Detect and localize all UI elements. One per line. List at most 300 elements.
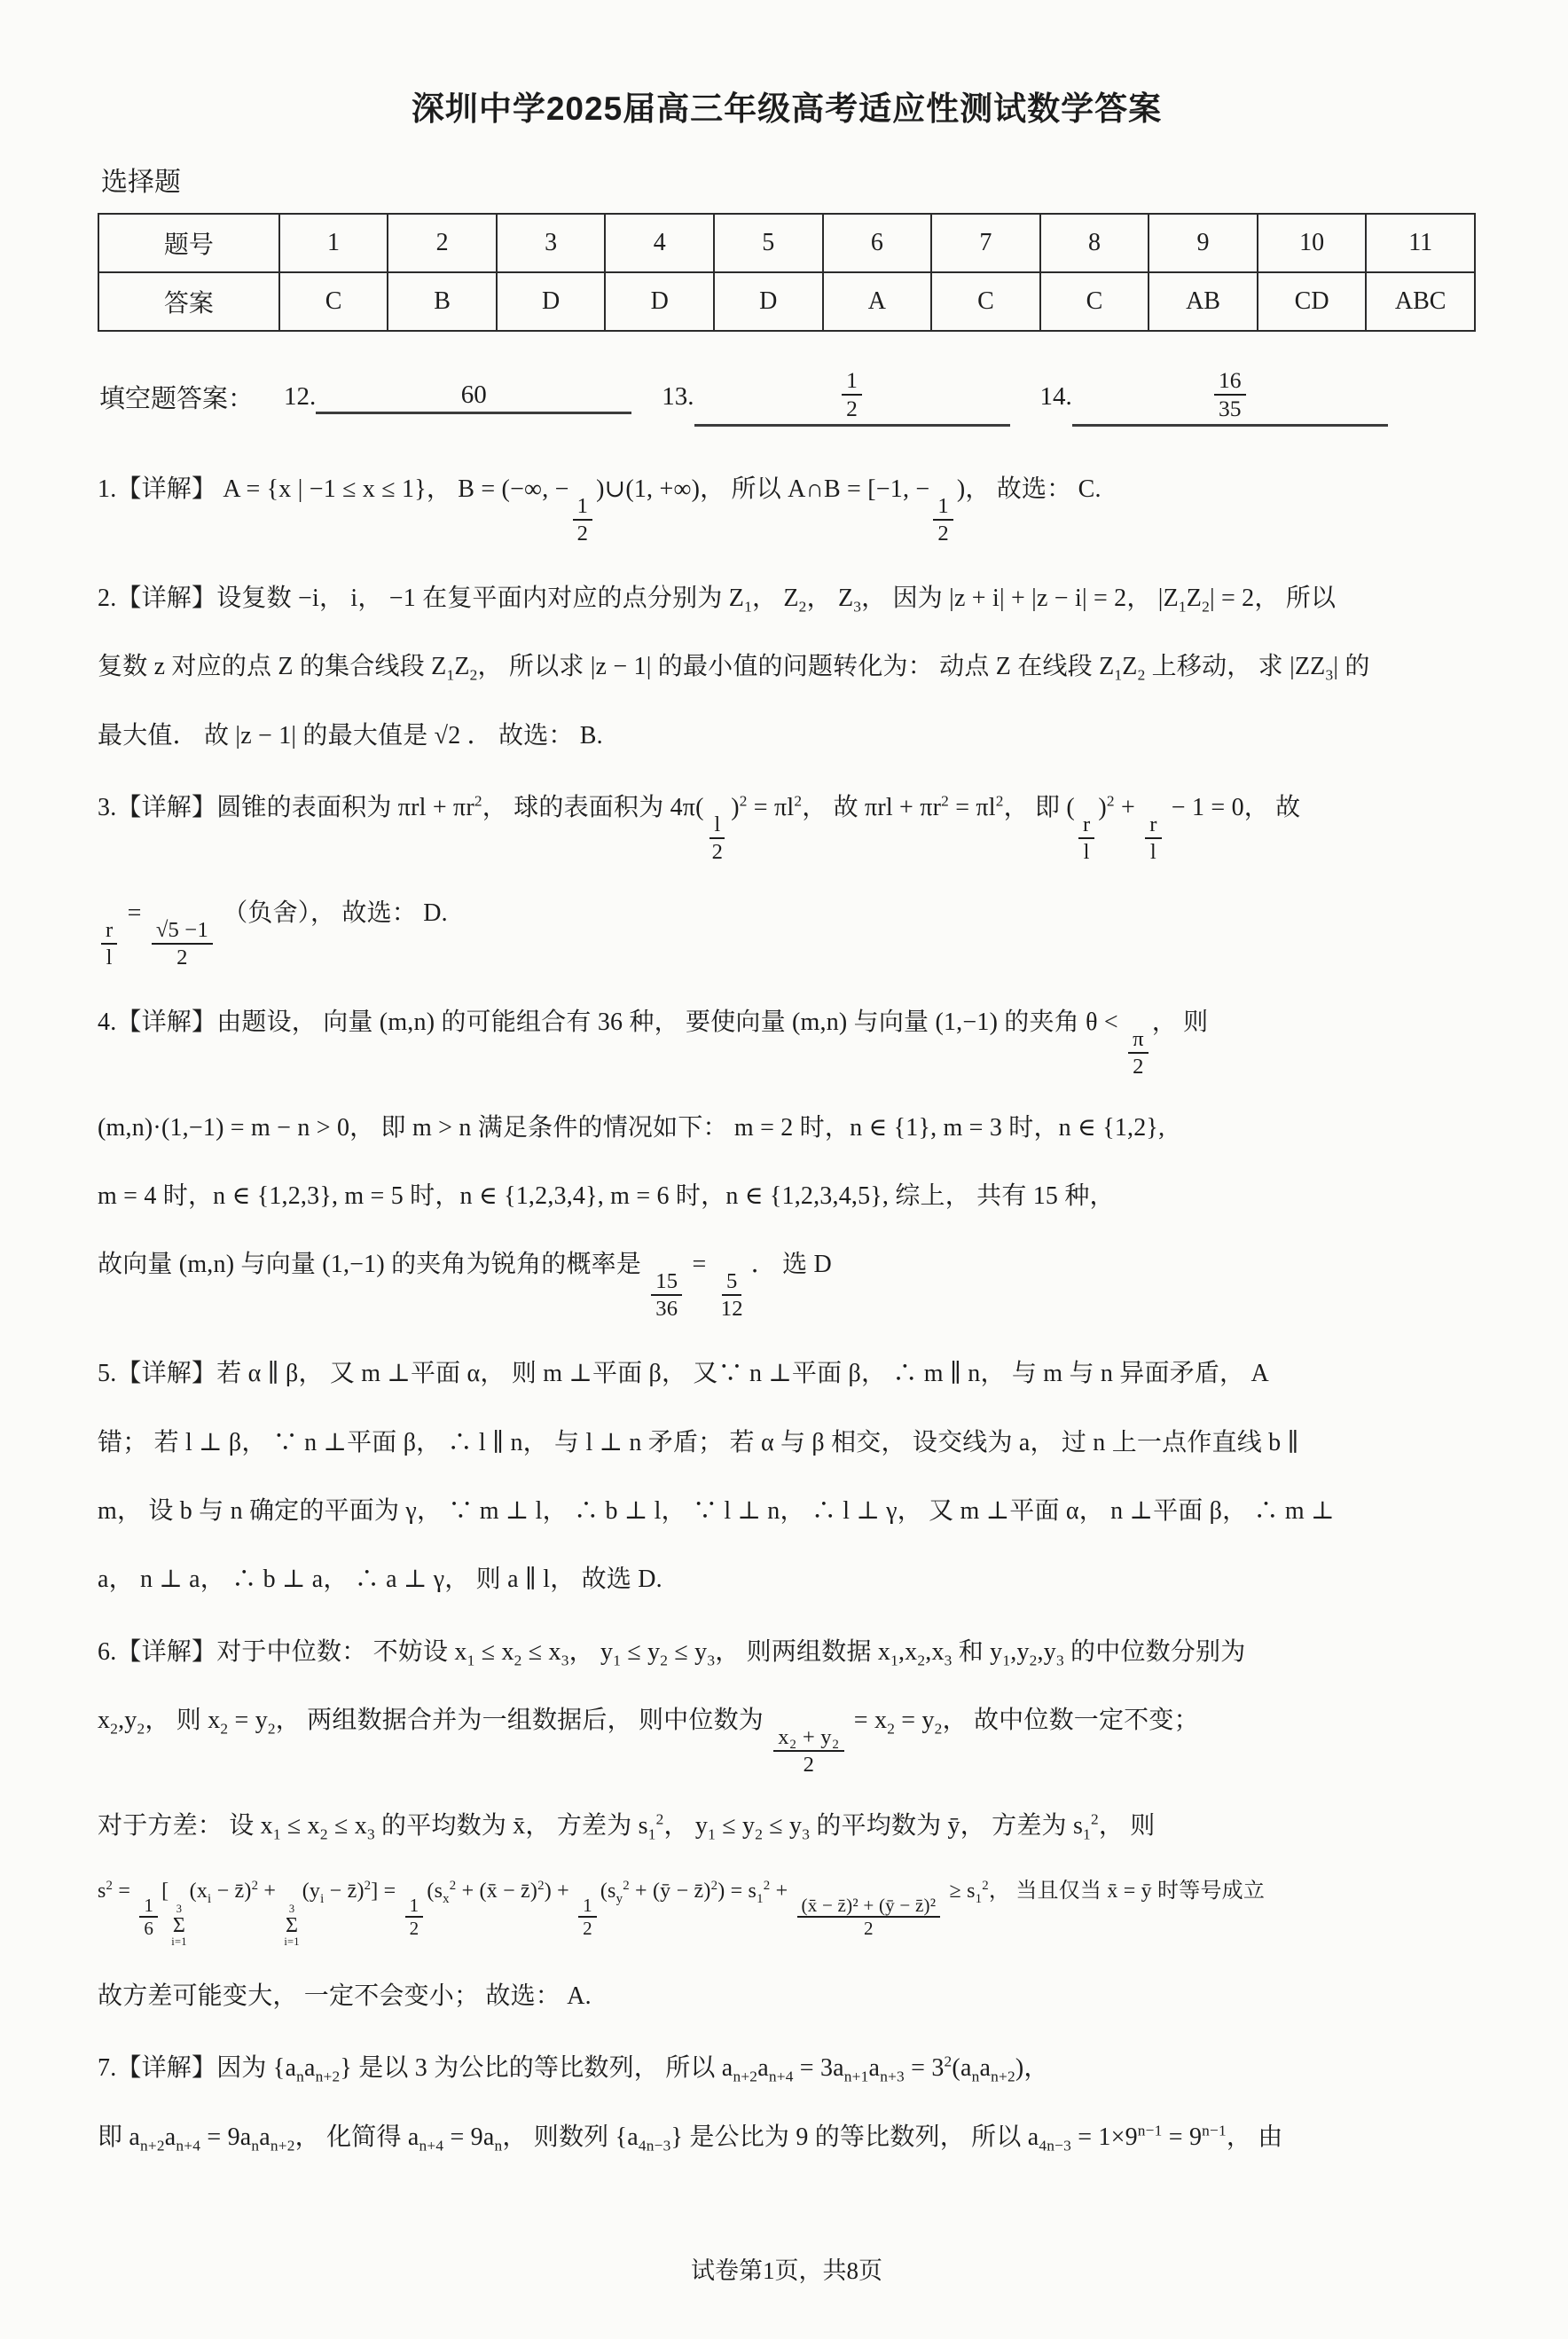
math-text: (m,n)·(1,−1) = m − n > 0， 即 m > n 满足条件的情况如下： m = 2 时，n ∈ {1}, m = 3 时，n ∈ {1,2}, — [98, 1113, 1165, 1142]
superscript: 2 — [763, 1879, 771, 1894]
fraction-denominator: 2 — [803, 1752, 815, 1777]
fraction-numerator: √5 −1 — [152, 917, 213, 945]
fraction-denominator: l — [1083, 839, 1090, 864]
solutions-list — [98, 469, 1476, 2189]
subscript: n+2 — [140, 2137, 165, 2155]
answer-header: 答案 — [98, 272, 279, 331]
math-text: − 1 = 0， 故 — [1164, 794, 1301, 822]
math-text: = — [113, 1880, 137, 1903]
math-text: ≤ $x_2$ — [280, 1811, 328, 1843]
fraction-denominator: 2 — [711, 839, 724, 864]
subscript: 2 — [220, 1720, 229, 1738]
superscript: 2 — [1106, 792, 1115, 810]
question-number-cell: 7 — [931, 214, 1040, 272]
math-text: )∪(1, +∞)， 所以 A∩B = [−1, − — [596, 475, 930, 504]
subscript: n+1 — [843, 2068, 869, 2085]
fraction — [1145, 812, 1161, 865]
fraction-denominator: l — [106, 945, 113, 969]
solution-line — [98, 1176, 1476, 1216]
fraction-numerator: l — [710, 812, 725, 839]
subscript: 2 — [887, 1720, 896, 1738]
answer-row — [98, 272, 1475, 331]
subscript: 1 — [1083, 1825, 1091, 1843]
fraction — [405, 1895, 424, 1941]
fill-blank-item — [1040, 367, 1388, 427]
solution-line — [98, 1559, 1476, 1599]
math-text: 5.【详解】若 α ∥ β， 又 m ⊥平面 α， 则 m ⊥平面 β， 又∵ n ⊥平面 β， ∴ m ∥ n， 与 m 与 n 异面矛盾， A — [98, 1360, 1269, 1388]
math-text: m， 设 b 与 n 确定的平面为 γ， ∵ m ⊥ l， ∴ b ⊥ l， ∵ l ⊥ n， ∴ l ⊥ γ， 又 m ⊥平面 α， n ⊥平面 β， ∴ m ⊥ — [98, 1497, 1335, 1525]
math-text: = $9^{n-1}$ — [1162, 2122, 1227, 2151]
superscript: n−1 — [1202, 2122, 1227, 2139]
math-text: 故向量 (m,n) 与向量 (1,−1) 的夹角为锐角的概率是 — [98, 1251, 648, 1279]
math-text: $,x_2$ — [898, 1637, 926, 1669]
math-text: = $y_2$ — [228, 1707, 276, 1738]
superscript: 2 — [449, 1879, 457, 1894]
subscript: 1 — [708, 1825, 717, 1843]
subscript: 2 — [319, 1825, 328, 1843]
math-text: ($x_i$ — [189, 1880, 212, 1907]
subscript: i — [320, 1892, 325, 1907]
answer-cell: A — [823, 272, 932, 331]
math-text: ($s_y^2$ — [600, 1879, 630, 1907]
math-text: = $1\times 9^{n-1}$ — [1071, 2122, 1163, 2151]
math-text: ≤ $y_3$ — [763, 1811, 811, 1843]
question-number-row — [98, 214, 1475, 272]
subscript: 3 — [1055, 1652, 1064, 1669]
question-number-header: 题号 — [98, 214, 279, 272]
fill-in-blank-label: 填空题答案： — [99, 385, 255, 414]
fraction-denominator: 2 — [937, 521, 949, 546]
math-text: ， 因为 |z + i| + |z − i| = 2， $|Z_1$ — [861, 585, 1187, 616]
math-text: )$^2$ — [1098, 792, 1115, 822]
fraction — [708, 812, 728, 865]
subscript: n+3 — [880, 2068, 905, 2085]
superscript: 2 — [623, 1879, 630, 1894]
math-text: ， 所以求 |z − 1| 的最小值的问题转化为： 动点 Z 在线段 $Z_1$ — [477, 653, 1123, 684]
fraction — [578, 1895, 597, 1941]
math-text: ， 则 — [1151, 1008, 1209, 1036]
subscript: n — [494, 2137, 503, 2155]
subscript: 1 — [890, 1652, 898, 1669]
math-text: ($y_i$ — [302, 1880, 325, 1907]
solution-line — [98, 1354, 1476, 1393]
math-text: ， — [806, 585, 838, 613]
math-text: ， $y_1$ — [568, 1637, 622, 1669]
superscript: 2 — [794, 792, 803, 810]
superscript: 2 — [106, 1879, 114, 1894]
fraction-numerator: 16 — [1214, 367, 1246, 396]
math-text: $a_{n+2}$ — [303, 2054, 341, 2085]
solution-line — [98, 788, 1476, 865]
solution-line — [98, 2048, 1476, 2088]
math-text: + (ȳ − z̄)$^2$ — [629, 1879, 718, 1903]
superscript: 2 — [995, 792, 1004, 810]
sigma-symbol: Σ — [285, 1913, 299, 1937]
solution-line — [98, 1002, 1476, 1079]
solution-line — [98, 1244, 1476, 1322]
sum-lower-limit: i=1 — [284, 1935, 300, 1949]
subscript: 2 — [137, 1720, 145, 1738]
fraction — [139, 1895, 158, 1941]
answer-cell: D — [714, 272, 823, 331]
question-number-cell: 2 — [388, 214, 497, 272]
math-text: 1.【详解】 A = {x | −1 ≤ x ≤ 1}， B = (−∞, − — [98, 475, 569, 504]
math-text: 复数 z 对应的点 Z 的集合线段 $Z_1$ — [98, 653, 455, 684]
fill-blank-item — [662, 367, 1009, 427]
fraction-denominator: 2 — [576, 521, 589, 546]
fraction — [152, 917, 213, 970]
math-text: = $y_2$ — [895, 1707, 943, 1738]
math-text: ) = $s_1^2$ — [717, 1879, 771, 1907]
math-text: } 是以 3 为公比的等比数列， 所以 $a_{n+2}$ — [340, 2054, 758, 2085]
subscript: 1 — [446, 667, 455, 684]
solution-4 — [98, 1002, 1476, 1322]
superscript: 2 — [251, 1879, 259, 1894]
math-text: ， $y_1$ — [663, 1811, 717, 1843]
sum-upper-limit: 3 — [176, 1903, 183, 1916]
subscript: 1 — [975, 1892, 983, 1907]
subscript: 2 — [934, 1720, 943, 1738]
math-text: ≤ $y_3$ — [668, 1637, 716, 1669]
subscript: 1 — [1002, 1652, 1011, 1669]
math-text: [ — [161, 1880, 169, 1903]
subscript: 2 — [1029, 1652, 1038, 1669]
solution-line — [98, 893, 1476, 970]
math-text: $a_{n+2}$ — [979, 2054, 1015, 2085]
fraction-numerator: 1 — [573, 493, 593, 521]
subscript: 1 — [272, 1825, 281, 1843]
math-text: + — [258, 1880, 282, 1903]
subscript: 1 — [466, 1652, 475, 1669]
fraction-numerator: 1 — [578, 1895, 597, 1919]
subscript: x — [443, 1892, 450, 1907]
superscript: 2 — [474, 792, 482, 810]
answer-cell: CD — [1258, 272, 1367, 331]
math-text: $s^2$ — [98, 1879, 114, 1903]
solution-3 — [98, 788, 1476, 970]
solution-2 — [98, 578, 1476, 756]
math-text: ， 化简得 $a_{n+4}$ — [294, 2123, 444, 2155]
math-text: $a_{n+4}$ — [757, 2054, 794, 2085]
question-number-cell: 10 — [1258, 214, 1367, 272]
fill-blank-answer — [1072, 367, 1388, 427]
math-text: ) + — [544, 1880, 576, 1903]
math-text: $a_{n+3}$ — [868, 2054, 905, 2085]
solution-5 — [98, 1354, 1476, 1599]
fraction-numerator: 1 — [933, 493, 953, 521]
math-text: $,y_3$ — [1037, 1637, 1064, 1669]
solution-7 — [98, 2048, 1476, 2157]
question-number-cell: 4 — [605, 214, 714, 272]
question-number-cell: 1 — [279, 214, 388, 272]
fill-blank-number: 12. — [284, 382, 317, 412]
subscript: 3 — [561, 1652, 569, 1669]
subscript: n — [296, 2068, 304, 2085]
subscript: 2 — [755, 1825, 764, 1843]
subscript: n+2 — [733, 2068, 758, 2085]
fraction-denominator: 6 — [144, 1918, 154, 1940]
math-text: 即 $a_{n+2}$ — [98, 2123, 165, 2155]
fraction — [717, 1268, 748, 1322]
math-text: + (x̄ − z̄)$^2$ — [456, 1879, 545, 1903]
math-text: = $x_2$ — [847, 1707, 896, 1738]
fraction-denominator: l — [1149, 839, 1156, 864]
math-text: ， 由 — [1226, 2123, 1283, 2151]
answer-cell: D — [605, 272, 714, 331]
math-text: 的平均数为 ȳ， 方差为 $s_1^2$ — [810, 1810, 1099, 1843]
math-text: | 的 — [1333, 653, 1370, 681]
math-text: 错； 若 l ⊥ β， ∵ n ⊥平面 β， ∴ l ∥ n， 与 l ⊥ n 矛盾； 若 α 与 β 相交， 设交线为 a， 过 n 上一点作直线 b ∥ — [98, 1428, 1299, 1456]
fraction-numerator: 1 — [842, 367, 862, 396]
subscript: 2 — [1137, 667, 1146, 684]
subscript: 2 — [798, 598, 807, 616]
fraction-numerator: π — [1128, 1026, 1149, 1054]
solution-6 — [98, 1632, 1476, 2017]
fraction-numerator: (x̄ − z̄)² + (ȳ − z̄)² — [797, 1895, 941, 1919]
math-text: ， 则 — [1098, 1811, 1156, 1840]
math-text: $Z_2$ — [1122, 653, 1146, 684]
subscript: 3 — [853, 598, 862, 616]
math-text: m = 4 时，n ∈ {1,2,3}, m = 5 时，n ∈ {1,2,3,4}, m = 6 时，n ∈ {1,2,3,4,5}, 综上， 共有 15 种， — [98, 1182, 1115, 1211]
math-text: )$^2$ — [731, 792, 748, 822]
fraction-numerator: 15 — [651, 1268, 682, 1296]
math-text: $,y_2$ — [1010, 1637, 1038, 1669]
sum-with-limits — [284, 1903, 299, 1948]
fraction — [933, 493, 953, 546]
subscript: 2 — [917, 1652, 926, 1669]
fill-blank-number: 14. — [1039, 382, 1072, 412]
math-text: − z̄)$^2$ — [324, 1879, 372, 1903]
subscript: n — [251, 2137, 260, 2155]
math-text: 最大值． 故 |z − 1| 的最大值是 √2 ． 故选： B. — [98, 721, 603, 750]
subscript: 1 — [1178, 598, 1187, 616]
math-text: 的平均数为 x̄， 方差为 $s_1^2$ — [374, 1810, 664, 1843]
solution-line — [98, 1423, 1476, 1463]
math-text: ≤ $x_3$ — [521, 1637, 569, 1669]
solution-line — [98, 1700, 1476, 1778]
math-text: ($a_n$ — [952, 2054, 980, 2085]
question-number-cell: 9 — [1149, 214, 1258, 272]
superscript: 2 — [655, 1810, 664, 1828]
fraction — [573, 493, 593, 546]
subscript: 2 — [1202, 598, 1210, 616]
math-text: $Z_2$ — [1186, 585, 1210, 616]
subscript: 1 — [647, 1825, 656, 1843]
math-text: ≤ $x_2$ — [474, 1637, 522, 1669]
math-text: ≤ $y_2$ — [621, 1637, 669, 1669]
fraction — [1078, 812, 1094, 865]
fraction — [797, 1895, 941, 1941]
fraction-numerator: r — [101, 917, 117, 945]
fraction — [651, 1268, 682, 1322]
math-text: $Z_2$ — [454, 653, 478, 684]
math-text: 的中位数分别为 — [1063, 1637, 1246, 1666]
math-text: | = 2， 所以 — [1209, 585, 1337, 613]
subscript: i — [208, 1892, 212, 1907]
solution-line — [98, 469, 1476, 546]
math-text: = $\pi l^2$ — [949, 792, 1004, 822]
subscript: 1 — [757, 1892, 764, 1907]
fraction-denominator: 2 — [409, 1918, 419, 1940]
math-text: )， 故选： C. — [956, 475, 1102, 504]
math-text: ] = — [371, 1880, 402, 1903]
fraction — [1214, 367, 1246, 422]
math-text: a， n ⊥ a， ∴ b ⊥ a， ∴ a ⊥ γ， 则 a ∥ l， 故选 D. — [98, 1566, 662, 1594]
subscript: 3 — [802, 1825, 811, 1843]
subscript: y — [615, 1892, 623, 1907]
superscript: 2 — [941, 792, 950, 810]
superscript: 2 — [982, 1879, 989, 1894]
math-text: 故方差可能变大， 一定不会变小； 故选： A. — [98, 1982, 592, 2010]
math-text: ， 则两组数据 $x_1$ — [715, 1637, 898, 1669]
sigma-symbol: Σ — [172, 1913, 186, 1937]
question-number-cell: 6 — [823, 214, 932, 272]
subscript: 2 — [469, 667, 478, 684]
fraction-numerator: 1 — [405, 1895, 424, 1919]
math-text: + — [1114, 794, 1142, 822]
math-text: = — [121, 899, 148, 927]
fraction — [101, 917, 117, 970]
answer-cell: B — [388, 272, 497, 331]
fill-blank-answer — [316, 381, 631, 414]
math-text: ， — [751, 585, 784, 613]
subscript: 1 — [613, 1652, 622, 1669]
fraction — [1128, 1026, 1149, 1079]
math-text: $Z_3$ — [837, 585, 862, 616]
math-text: ≤ $x_3$ — [327, 1811, 375, 1843]
math-text: $Z_2$ — [783, 585, 807, 616]
superscript: n−1 — [1137, 2122, 1163, 2139]
sum-lower-limit: i=1 — [171, 1935, 187, 1949]
math-text: 上移动， 求 $|ZZ_3$ — [1145, 653, 1334, 684]
math-text: )， — [1015, 2054, 1049, 2083]
superscript: 2 — [944, 2053, 953, 2071]
answer-cell: C — [931, 272, 1040, 331]
solution-line — [98, 1491, 1476, 1531]
solution-line — [98, 1806, 1476, 1846]
math-text: $a_{n+4}$ — [164, 2123, 201, 2155]
fraction-numerator: 5 — [722, 1268, 742, 1296]
fraction — [842, 367, 862, 422]
page-title: 深圳中学2025届高三年级高考适应性测试数学答案 — [411, 90, 1163, 127]
subscript: n+2 — [315, 2068, 341, 2085]
math-text: ($s_x^2$ — [427, 1879, 457, 1907]
subscript: n+4 — [176, 2137, 201, 2155]
solution-line — [98, 716, 1476, 756]
sum-with-limits — [171, 1903, 186, 1948]
math-text: 3.【详解】圆锥的表面积为 $\pi rl + \pi r^2$ — [98, 792, 482, 822]
math-text: = $9a_n$ — [443, 2123, 503, 2155]
subscript: 3 — [1325, 667, 1334, 684]
fraction-denominator: 2 — [864, 1918, 874, 1940]
solution-1 — [98, 469, 1476, 546]
fraction-numerator: r — [1145, 812, 1161, 839]
subscript: 3 — [366, 1825, 375, 1843]
math-text: ， 两组数据合并为一组数据后， 则中位数为 — [275, 1707, 771, 1735]
superscript: 2 — [537, 1879, 545, 1894]
fraction-numerator: x₂ + y₂ — [773, 1724, 843, 1752]
solution-line — [98, 1108, 1476, 1148]
math-text: ， 则 $x_2$ — [145, 1707, 229, 1738]
math-text: 2.【详解】设复数 −i， i， −1 在复平面内对应的点分别为 — [98, 585, 729, 613]
fraction-numerator: 1 — [139, 1895, 158, 1919]
subscript: 2 — [267, 1720, 276, 1738]
fraction-denominator: 12 — [720, 1297, 743, 1322]
fill-blank-answer — [694, 367, 1010, 427]
math-text: 60 — [460, 380, 487, 409]
subscript: n — [971, 2068, 980, 2085]
math-text: ， 球的表面积为 4π( — [482, 794, 704, 822]
subscript: 2 — [514, 1652, 522, 1669]
math-text: ≤ $y_2$ — [716, 1811, 764, 1843]
solution-line — [98, 1632, 1476, 1672]
question-number-cell: 11 — [1366, 214, 1475, 272]
math-text: ， 故中位数一定不变； — [942, 1707, 1199, 1735]
fraction-numerator: r — [1078, 812, 1094, 839]
math-text: = $3^2$ — [904, 2053, 953, 2083]
math-text: = $3a_{n+1}$ — [793, 2054, 869, 2085]
math-text: = — [686, 1251, 713, 1279]
fraction — [773, 1724, 843, 1778]
subscript: 1 — [1114, 667, 1123, 684]
solution-line — [98, 2117, 1476, 2157]
answer-cell: ABC — [1366, 272, 1475, 331]
subscript: 2 — [110, 1720, 119, 1738]
math-text: = $\pi l^2$ — [747, 792, 803, 822]
math-text: $,y_2$ — [118, 1707, 145, 1738]
math-text: − z̄)$^2$ — [211, 1879, 259, 1903]
question-number-cell: 3 — [497, 214, 606, 272]
solution-line — [98, 647, 1476, 687]
subscript: 4n−3 — [1039, 2137, 1071, 2155]
page-footer: 试卷第1页，共8页 — [691, 2257, 882, 2285]
subscript: n+4 — [419, 2137, 444, 2155]
answer-cell: AB — [1149, 272, 1258, 331]
question-number-cell: 8 — [1040, 214, 1149, 272]
math-text: ， 则数列 {$a_{4n-3}$ — [502, 2123, 671, 2155]
solution-line — [98, 1976, 1476, 2016]
math-text: 6.【详解】对于中位数： 不妨设 $x_1$ — [98, 1637, 475, 1669]
subscript: 3 — [944, 1652, 953, 1669]
math-text: $x_2$ — [98, 1707, 119, 1738]
answer-table — [98, 213, 1476, 332]
math-text: ， 故 $\pi rl + \pi r^2$ — [802, 792, 950, 822]
sum-upper-limit: 3 — [288, 1903, 295, 1916]
math-text: 7.【详解】因为 {$a_n$ — [98, 2054, 304, 2085]
solution-line — [98, 578, 1476, 618]
superscript: 2 — [1090, 1810, 1099, 1828]
superscript: 2 — [710, 1879, 718, 1894]
solution-line — [98, 1874, 1476, 1948]
math-text: ， 即 ( — [1003, 794, 1075, 822]
math-text: $Z_1$ — [728, 585, 752, 616]
math-text: ． 选 D — [750, 1251, 832, 1279]
subscript: 4n−3 — [638, 2137, 671, 2155]
subscript: n+4 — [768, 2068, 794, 2085]
math-text: $,x_3$ — [925, 1637, 953, 1669]
math-text: $a_{n+2}$ — [259, 2123, 295, 2155]
section-label-multiple-choice: 选择题 — [101, 168, 181, 197]
fraction-denominator: 2 — [846, 396, 858, 422]
math-text: + — [770, 1880, 794, 1903]
answer-cell: C — [279, 272, 388, 331]
math-text: 4.【详解】由题设， 向量 (m,n) 的可能组合有 36 种， 要使向量 (m,n) 与向量 (1,−1) 的夹角 θ < — [98, 1008, 1125, 1036]
superscript: 2 — [364, 1879, 372, 1894]
fraction-denominator: 2 — [176, 945, 188, 969]
math-text: = $9a_n$ — [200, 2123, 260, 2155]
math-text: （负舍）， 故选： D. — [216, 899, 448, 927]
superscript: 2 — [739, 792, 748, 810]
